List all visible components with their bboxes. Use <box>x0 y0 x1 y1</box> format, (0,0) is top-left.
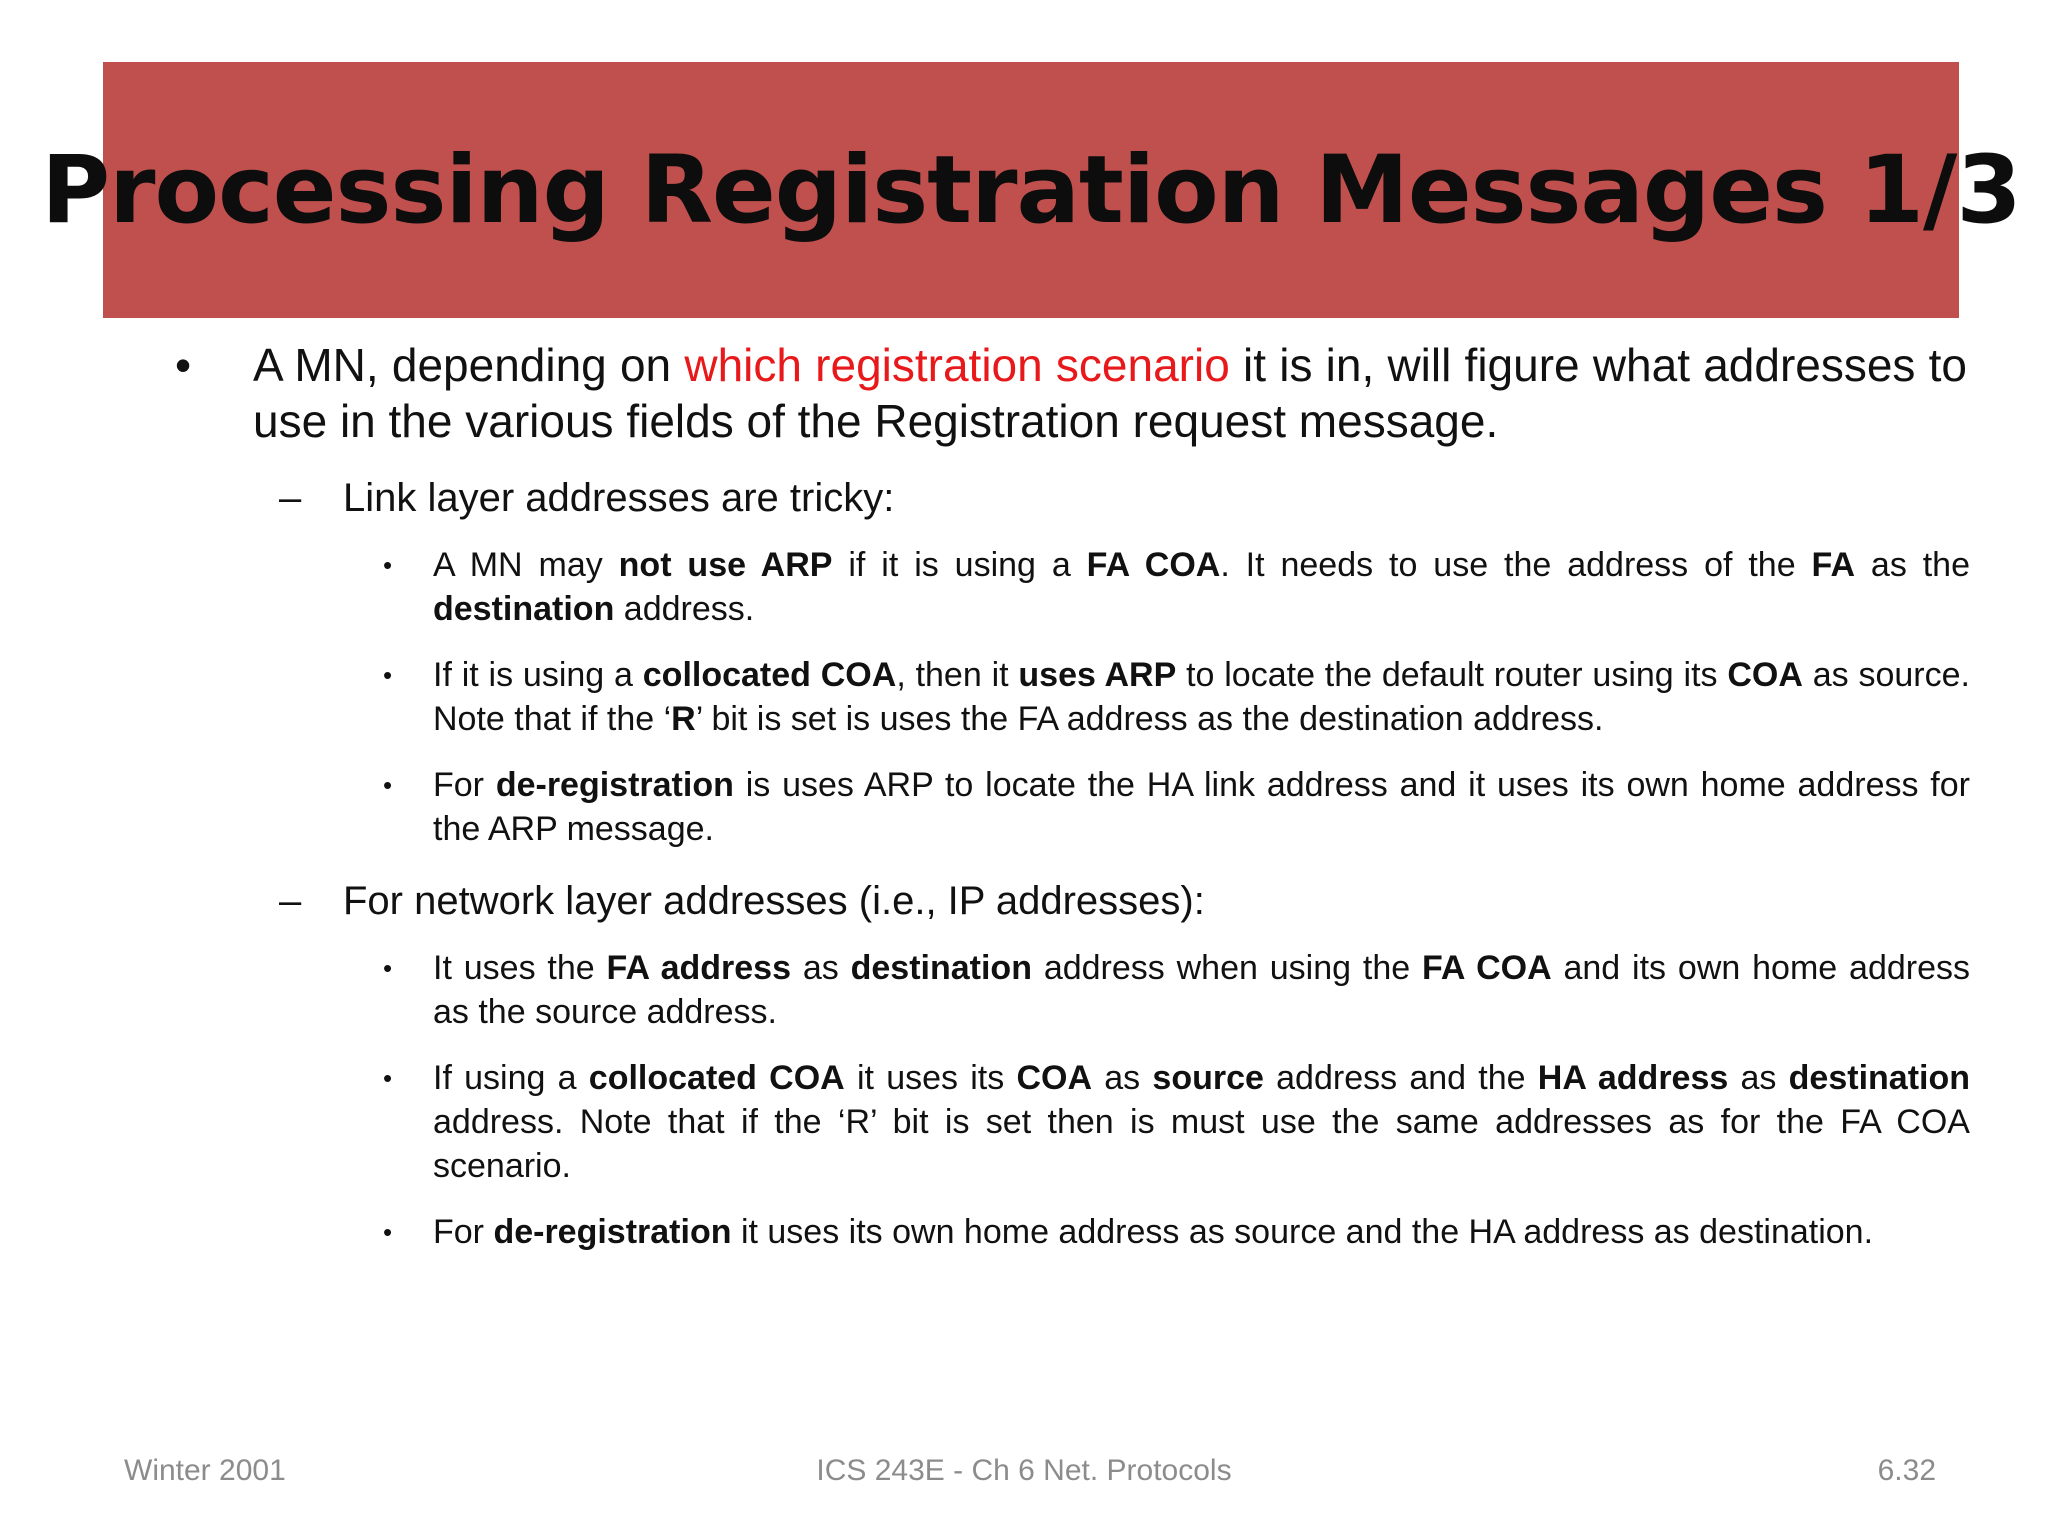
link-item-3 <box>383 763 1970 851</box>
item-text: if it is using a <box>832 546 1087 584</box>
item-bold: not use ARP <box>618 546 833 584</box>
bullet-dot-icon: • <box>383 1217 393 1247</box>
item-text: as <box>791 949 851 987</box>
item-bold: de-registration <box>495 766 734 804</box>
item-text: it uses its <box>844 1059 1017 1097</box>
subheading-text: Link layer addresses are tricky: <box>343 476 895 520</box>
item-bold: destination <box>433 590 615 628</box>
item-text: address when using the <box>1031 949 1423 987</box>
footer-date: Winter 2001 <box>124 1454 286 1487</box>
footer-slide-number: 6.32 <box>1877 1454 1936 1487</box>
link-item-2 <box>383 653 1970 741</box>
item-text: it uses its own home address as source and the HA address as destination. <box>731 1213 1874 1251</box>
footer-course: ICS 243E - Ch 6 Net. Protocols <box>816 1454 1232 1487</box>
item-bold: destination <box>1788 1059 1970 1097</box>
slide-title: Processing Registration Messages 1/3 <box>41 135 2021 245</box>
item-text: as <box>1728 1059 1789 1097</box>
item-text: address and the <box>1263 1059 1538 1097</box>
item-text: ’ bit is set is uses the FA address as the destination address. <box>695 700 1604 738</box>
item-bold: destination <box>850 949 1032 987</box>
item-text: If it is using a <box>433 656 643 694</box>
bullet-text: A MN, depending on <box>253 339 685 391</box>
bullet-main <box>175 337 1967 449</box>
item-text: address. <box>614 590 755 628</box>
network-item-3 <box>383 1210 1970 1254</box>
item-bold: HA address <box>1537 1059 1729 1097</box>
item-text: address. Note that if the ‘R’ bit is set then is must use the same addresses as for the FA COA scenario. <box>433 1103 1970 1185</box>
bullet-dot-icon: • <box>175 339 192 391</box>
item-text: as <box>1092 1059 1153 1097</box>
bullet-dot-icon: • <box>383 660 393 690</box>
item-text: is uses ARP to locate the HA link address and it uses its own home address for the ARP message. <box>433 766 1970 848</box>
item-text: to locate the default router using its <box>1176 656 1728 694</box>
item-text: A MN may <box>433 546 619 584</box>
item-bold: collocated COA <box>588 1059 845 1097</box>
dash-icon: – <box>279 476 302 520</box>
link-item-1 <box>383 543 1970 631</box>
item-bold: uses ARP <box>1018 656 1177 694</box>
item-text: as source. Note that if the ‘ <box>433 656 1970 738</box>
item-text: as the <box>1855 546 1970 584</box>
item-text: and its own home address as the source address. <box>433 949 1970 1031</box>
bullet-dot-icon: • <box>383 550 393 580</box>
item-bold: de-registration <box>493 1213 732 1251</box>
subheading-text: For network layer addresses (i.e., IP addresses): <box>343 879 1205 923</box>
item-bold: FA <box>1811 546 1855 584</box>
item-text: For <box>433 766 496 804</box>
subheading-network-layer <box>279 877 1967 925</box>
subheading-link-layer <box>279 474 1967 522</box>
item-bold: FA address <box>606 949 791 987</box>
item-bold: source <box>1152 1059 1264 1097</box>
item-text: , then it <box>896 656 1019 694</box>
item-bold: R <box>671 700 696 738</box>
item-text: It uses the <box>433 949 607 987</box>
bullet-text: it is in, will figure what addresses to use in the various fields of the Registration request message. <box>253 339 1967 447</box>
bullet-dot-icon: • <box>383 953 393 983</box>
item-bold: collocated COA <box>642 656 897 694</box>
item-text: . It needs to use the address of the <box>1220 546 1812 584</box>
item-bold: COA <box>1727 656 1803 694</box>
dash-icon: – <box>279 879 302 923</box>
item-bold: COA <box>1016 1059 1093 1097</box>
item-text: For <box>433 1213 494 1251</box>
title-banner <box>41 62 2021 318</box>
bullet-dot-icon: • <box>383 770 393 800</box>
item-bold: FA COA <box>1422 949 1552 987</box>
network-item-2 <box>383 1056 1970 1188</box>
bullet-dot-icon: • <box>383 1063 393 1093</box>
highlight-text: which registration scenario <box>684 339 1230 391</box>
network-item-1 <box>383 946 1970 1034</box>
item-bold: FA COA <box>1086 546 1221 584</box>
item-text: If using a <box>433 1059 589 1097</box>
